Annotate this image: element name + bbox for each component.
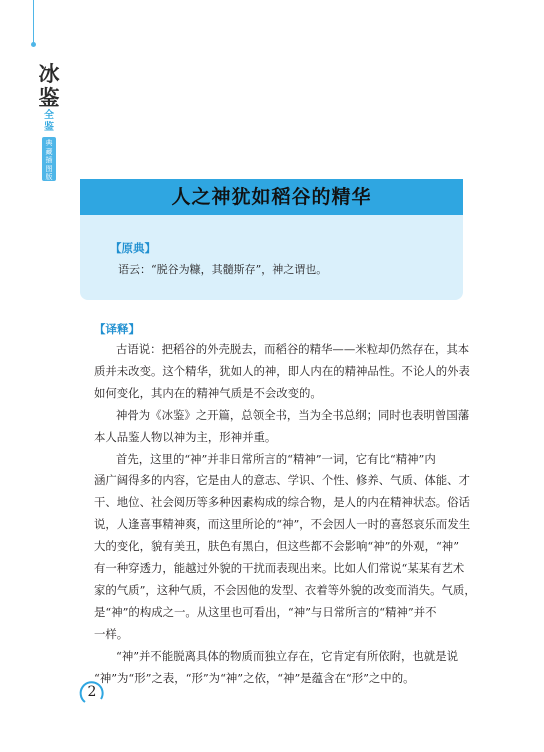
body-line: 一样。 bbox=[94, 626, 129, 641]
source-panel bbox=[80, 215, 463, 300]
edition-badge bbox=[42, 137, 56, 181]
translation-label: 【译释】 bbox=[94, 322, 140, 336]
body-line: 家的气质”，这种气质，不会因他的发型、衣着等外貌的改变而消失。气质， bbox=[94, 582, 476, 597]
translation-body bbox=[94, 339, 476, 690]
edition-badge-text: 典藏插图版 bbox=[45, 139, 53, 181]
page-number: 2 bbox=[87, 684, 97, 700]
sidebar-dot bbox=[31, 42, 36, 47]
body-line: “神”为“形”之表，“形”为“神”之依，“神”是蕴含在“形”之中的。 bbox=[94, 670, 415, 685]
body-line: 干、地位、社会阅历等多种因素构成的综合物，是人的内在精神状态。俗话 bbox=[94, 495, 470, 510]
body-line: 涵广阔得多的内容，它是由人的意志、学识、个性、修养、气质、体能、才 bbox=[94, 473, 470, 488]
body-line: 是“神”的构成之一。从这里也可看出，“神”与日常所言的“精神”并不 bbox=[94, 604, 437, 619]
body-line: 有一种穿透力，能越过外貌的干扰而表现出来。比如人们常说“某某有艺术 bbox=[94, 561, 465, 576]
book-title-char-1: 冰 bbox=[38, 61, 60, 86]
body-line: 如何变化，其内在的精神气质是不会改变的。 bbox=[94, 385, 322, 400]
book-title-char-2: 鉴 bbox=[38, 85, 60, 110]
body-line: 古语说：把稻谷的外壳脱去，而稻谷的精华——米粒却仍然存在，其本 bbox=[116, 342, 470, 356]
book-subtitle-char-2: 鉴 bbox=[44, 122, 54, 133]
book-subtitle-char-1: 全 bbox=[44, 110, 54, 121]
body-line: 说，人逢喜事精神爽，而这里所论的“神”，不会因人一时的喜怒哀乐而发生 bbox=[94, 517, 471, 532]
section-title: 人之神犹如稻谷的精华 bbox=[80, 179, 463, 215]
sidebar-line bbox=[33, 0, 34, 44]
book-title bbox=[36, 62, 62, 110]
body-line: 大的变化，貌有美丑，肤色有黑白，但这些都不会影响“神”的外观，“神” bbox=[94, 539, 460, 554]
source-text: 语云：“脱谷为糠，其髓斯存”，神之谓也。 bbox=[118, 263, 328, 276]
body-line: 质并未改变。这个精华，犹如人的神，即人内在的精神品性。不论人的外表 bbox=[94, 363, 470, 378]
source-label: 【原典】 bbox=[110, 241, 156, 255]
body-line: 神骨为《冰鉴》之开篇，总领全书，当为全书总纲；同时也表明曾国藩 bbox=[116, 407, 470, 422]
body-line: 本人品鉴人物以神为主，形神并重。 bbox=[94, 429, 277, 444]
book-subtitle bbox=[42, 110, 56, 134]
body-line: “神”并不能脱离具体的物质而独立存在，它肯定有所依附，也就是说 bbox=[116, 648, 458, 663]
body-line: 首先，这里的“神”并非日常所言的“精神”一词，它有比“精神”内 bbox=[116, 451, 436, 466]
